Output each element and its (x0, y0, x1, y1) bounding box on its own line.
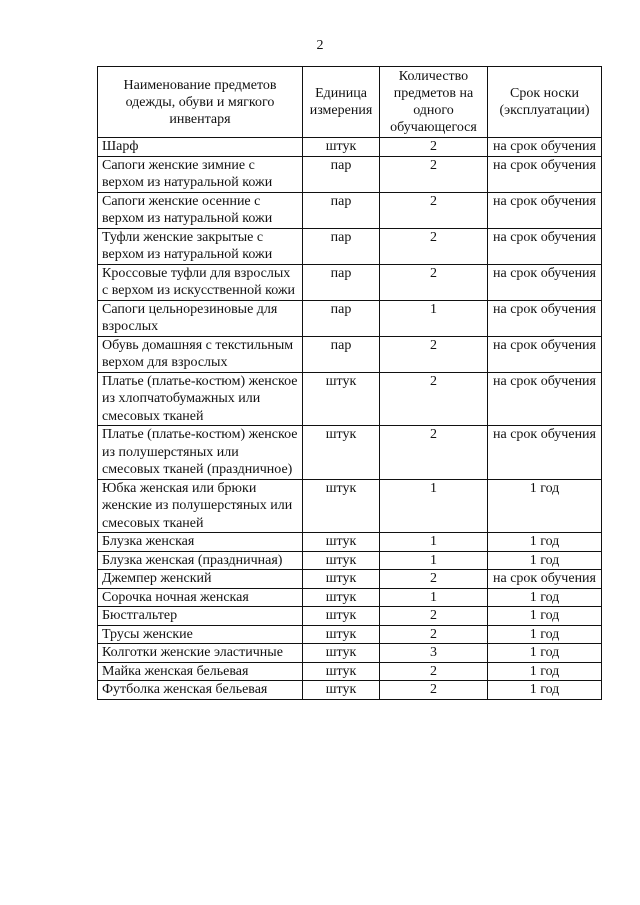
cell-quantity: 1 (380, 551, 488, 570)
cell-unit: штук (303, 644, 380, 663)
cell-quantity: 2 (380, 138, 488, 157)
cell-item-name: Блузка женская (праздничная) (98, 551, 303, 570)
cell-quantity: 2 (380, 192, 488, 228)
cell-unit: штук (303, 662, 380, 681)
table-row (98, 607, 602, 626)
cell-item-name: Платье (платье-костюм) женское из хлопчатобумажных или смесовых тканей (98, 372, 303, 426)
cell-unit: штук (303, 533, 380, 552)
cell-item-name: Трусы женские (98, 625, 303, 644)
cell-unit: штук (303, 372, 380, 426)
table-row (98, 300, 602, 336)
table-header-row (98, 67, 602, 138)
cell-unit: пар (303, 300, 380, 336)
cell-quantity: 2 (380, 426, 488, 480)
cell-wear-term: 1 год (488, 681, 602, 700)
cell-unit: пар (303, 264, 380, 300)
cell-unit: пар (303, 156, 380, 192)
cell-unit: штук (303, 681, 380, 700)
cell-wear-term: 1 год (488, 479, 602, 533)
cell-quantity: 2 (380, 607, 488, 626)
cell-wear-term: на срок обучения (488, 570, 602, 589)
header-wear-term: Срок носки (эксплуатации) (488, 67, 602, 138)
cell-quantity: 2 (380, 228, 488, 264)
cell-wear-term: 1 год (488, 588, 602, 607)
table-row (98, 479, 602, 533)
table-row (98, 625, 602, 644)
table-body (98, 138, 602, 700)
cell-item-name: Майка женская бельевая (98, 662, 303, 681)
cell-wear-term: на срок обучения (488, 138, 602, 157)
cell-quantity: 1 (380, 588, 488, 607)
table-row (98, 681, 602, 700)
cell-wear-term: 1 год (488, 551, 602, 570)
cell-unit: штук (303, 570, 380, 589)
cell-unit: штук (303, 551, 380, 570)
cell-unit: штук (303, 426, 380, 480)
cell-item-name: Бюстгальтер (98, 607, 303, 626)
clothing-table (97, 66, 602, 700)
cell-wear-term: на срок обучения (488, 300, 602, 336)
cell-item-name: Джемпер женский (98, 570, 303, 589)
cell-quantity: 2 (380, 264, 488, 300)
table-row (98, 533, 602, 552)
table-row (98, 264, 602, 300)
header-item-name: Наименование предметов одежды, обуви и мягкого инвентаря (98, 67, 303, 138)
cell-quantity: 2 (380, 662, 488, 681)
page-number: 2 (316, 38, 324, 53)
cell-item-name: Туфли женские закрытые с верхом из натуральной кожи (98, 228, 303, 264)
cell-item-name: Кроссовые туфли для взрослых с верхом из искусственной кожи (98, 264, 303, 300)
cell-item-name: Сорочка ночная женская (98, 588, 303, 607)
cell-quantity: 3 (380, 644, 488, 663)
cell-item-name: Платье (платье-костюм) женское из полушерстяных или смесовых тканей (праздничное) (98, 426, 303, 480)
cell-unit: пар (303, 336, 380, 372)
cell-wear-term: на срок обучения (488, 264, 602, 300)
cell-unit: штук (303, 138, 380, 157)
cell-wear-term: на срок обучения (488, 372, 602, 426)
cell-item-name: Блузка женская (98, 533, 303, 552)
cell-unit: штук (303, 479, 380, 533)
cell-wear-term: 1 год (488, 607, 602, 626)
cell-item-name: Сапоги женские зимние с верхом из натуральной кожи (98, 156, 303, 192)
header-unit: Единица измерения (303, 67, 380, 138)
table-row (98, 570, 602, 589)
cell-wear-term: 1 год (488, 662, 602, 681)
cell-wear-term: на срок обучения (488, 336, 602, 372)
cell-quantity: 2 (380, 372, 488, 426)
cell-quantity: 1 (380, 533, 488, 552)
cell-wear-term: на срок обучения (488, 228, 602, 264)
cell-item-name: Сапоги цельнорезиновые для взрослых (98, 300, 303, 336)
table-row (98, 336, 602, 372)
cell-wear-term: на срок обучения (488, 192, 602, 228)
cell-wear-term: на срок обучения (488, 156, 602, 192)
cell-item-name: Колготки женские эластичные (98, 644, 303, 663)
cell-quantity: 2 (380, 681, 488, 700)
cell-wear-term: 1 год (488, 625, 602, 644)
table-row (98, 644, 602, 663)
table-row (98, 551, 602, 570)
cell-item-name: Юбка женская или брюки женские из полушерстяных или смесовых тканей (98, 479, 303, 533)
cell-item-name: Сапоги женские осенние с верхом из натуральной кожи (98, 192, 303, 228)
table-row (98, 138, 602, 157)
table-row (98, 192, 602, 228)
cell-quantity: 2 (380, 570, 488, 589)
cell-quantity: 2 (380, 625, 488, 644)
cell-quantity: 1 (380, 479, 488, 533)
cell-unit: штук (303, 607, 380, 626)
cell-unit: штук (303, 625, 380, 644)
cell-unit: штук (303, 588, 380, 607)
table-row (98, 662, 602, 681)
cell-item-name: Обувь домашняя с текстильным верхом для взрослых (98, 336, 303, 372)
table-row (98, 156, 602, 192)
cell-quantity: 2 (380, 156, 488, 192)
header-quantity: Количество предметов на одного обучающегося (380, 67, 488, 138)
cell-item-name: Шарф (98, 138, 303, 157)
table-row (98, 228, 602, 264)
table-row (98, 372, 602, 426)
table-row (98, 588, 602, 607)
table-row (98, 426, 602, 480)
cell-unit: пар (303, 192, 380, 228)
cell-wear-term: 1 год (488, 533, 602, 552)
cell-quantity: 2 (380, 336, 488, 372)
cell-wear-term: на срок обучения (488, 426, 602, 480)
cell-unit: пар (303, 228, 380, 264)
cell-wear-term: 1 год (488, 644, 602, 663)
cell-item-name: Футболка женская бельевая (98, 681, 303, 700)
cell-quantity: 1 (380, 300, 488, 336)
